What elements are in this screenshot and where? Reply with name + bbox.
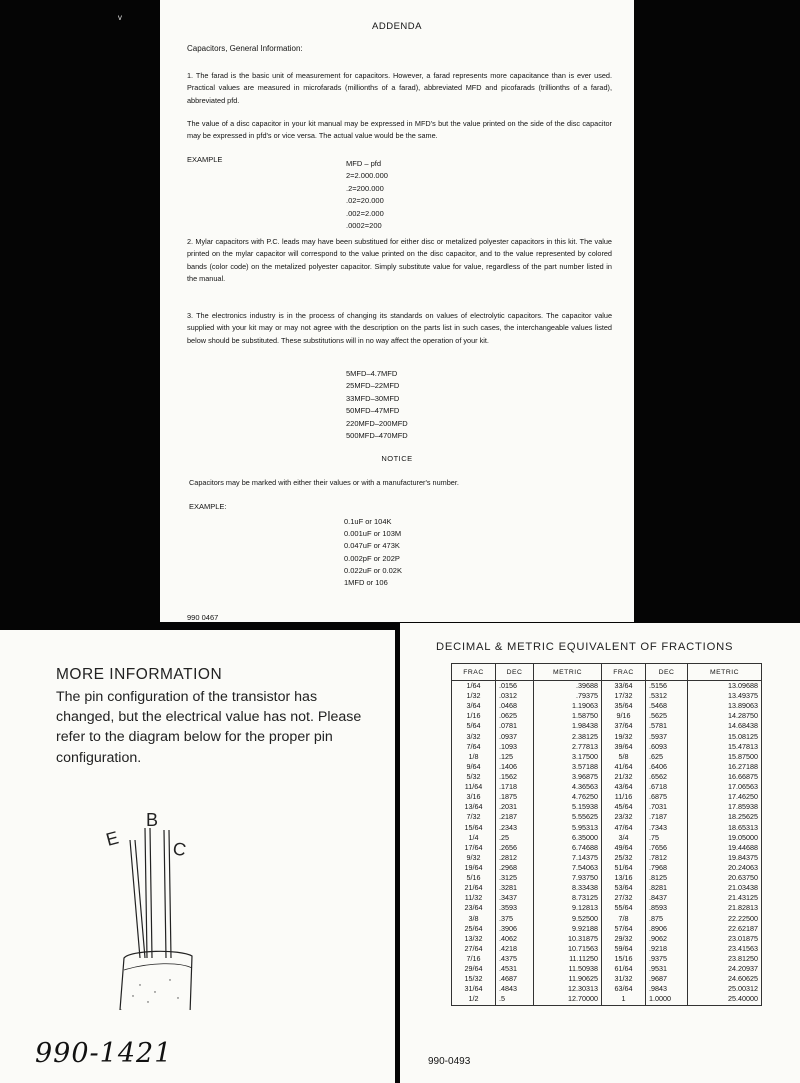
metric-cell: 18.25625 <box>688 812 762 822</box>
metric-cell: 20.63750 <box>688 873 762 883</box>
transistor-diagram <box>100 810 240 1010</box>
dec-cell: .7187 <box>646 812 688 822</box>
dec-cell: .0781 <box>496 721 534 731</box>
frac-cell: 51/64 <box>602 863 646 873</box>
frac-cell: 45/64 <box>602 802 646 812</box>
metric-cell: 8.33438 <box>534 883 602 893</box>
table-row <box>452 742 762 752</box>
frac-cell: 55/64 <box>602 903 646 913</box>
metric-cell: 19.44688 <box>688 843 762 853</box>
table-row <box>452 711 762 721</box>
dec-cell: .9531 <box>646 964 688 974</box>
frac-cell: 1/32 <box>452 691 496 701</box>
frac-cell: 63/64 <box>602 984 646 994</box>
metric-cell: 2.38125 <box>534 732 602 742</box>
dec-cell: .8906 <box>646 924 688 934</box>
fraction-table-sheet <box>400 623 800 1083</box>
marking-example: 0.022uF or 0.02K <box>344 565 402 575</box>
frac-cell: 39/64 <box>602 742 646 752</box>
dec-cell: .9062 <box>646 934 688 944</box>
dec-cell: .9375 <box>646 954 688 964</box>
header-metric: METRIC <box>688 664 762 681</box>
marking-example: 0.001uF or 103M <box>344 529 402 539</box>
notice-title: NOTICE <box>381 454 413 463</box>
table-row <box>452 853 762 863</box>
dec-cell: .125 <box>496 752 534 762</box>
frac-cell: 25/64 <box>452 924 496 934</box>
dec-cell: .9843 <box>646 984 688 994</box>
dec-cell: .625 <box>646 752 688 762</box>
table-header-row <box>452 664 762 681</box>
dec-cell: .4375 <box>496 954 534 964</box>
dec-cell: .5312 <box>646 691 688 701</box>
metric-cell: 21.82813 <box>688 903 762 913</box>
frac-cell: 5/64 <box>452 721 496 731</box>
metric-cell: 23.01875 <box>688 934 762 944</box>
header-dec: DEC <box>646 664 688 681</box>
table-row <box>452 691 762 701</box>
example-value: 2=2.000.000 <box>346 171 388 181</box>
header-frac: FRAC <box>602 664 646 681</box>
metric-cell: 1.98438 <box>534 721 602 731</box>
metric-cell: 10.71563 <box>534 944 602 954</box>
dec-cell: .1718 <box>496 782 534 792</box>
metric-cell: 19.84375 <box>688 853 762 863</box>
metric-cell: 16.66875 <box>688 772 762 782</box>
example-value: MFD – pfd <box>346 159 382 168</box>
dec-cell: .2968 <box>496 863 534 873</box>
frac-cell: 3/4 <box>602 833 646 843</box>
dec-cell: .5 <box>496 994 534 1005</box>
marking-example: 0.047uF or 473K <box>344 541 400 551</box>
metric-cell: 5.15938 <box>534 802 602 812</box>
frac-cell: 43/64 <box>602 782 646 792</box>
table-row <box>452 732 762 742</box>
metric-cell: 9.12813 <box>534 903 602 913</box>
dec-cell: .6718 <box>646 782 688 792</box>
metric-cell: 11.50938 <box>534 964 602 974</box>
frac-cell: 3/8 <box>452 914 496 924</box>
dec-cell: .3906 <box>496 924 534 934</box>
table-row <box>452 863 762 873</box>
dec-cell: .2343 <box>496 823 534 833</box>
frac-cell: 7/32 <box>452 812 496 822</box>
metric-cell: 17.06563 <box>688 782 762 792</box>
substitution-item: 5MFD–4.7MFD <box>346 369 398 378</box>
metric-cell: 9.92188 <box>534 924 602 934</box>
metric-cell: .39688 <box>534 681 602 692</box>
dec-cell: .375 <box>496 914 534 924</box>
frac-cell: 21/32 <box>602 772 646 782</box>
metric-cell: 11.11250 <box>534 954 602 964</box>
farad-paragraph: 1. The farad is the basic unit of measurement for capacitors. However, a farad represents more capacitance than is ever used. Practical values are measured in microfarads (millionths of a farad), abbreviated MFD and picofarads (trillionths of a farad), abbreviated pfd. <box>187 71 612 105</box>
dec-cell: .2812 <box>496 853 534 863</box>
dec-cell: .0937 <box>496 732 534 742</box>
metric-cell: 13.89063 <box>688 701 762 711</box>
dec-cell: .5156 <box>646 681 688 692</box>
example-value: .2=200.000 <box>346 183 384 193</box>
dec-cell: .1406 <box>496 762 534 772</box>
metric-cell: 18.65313 <box>688 823 762 833</box>
frac-cell: 3/64 <box>452 701 496 711</box>
dec-cell: .8593 <box>646 903 688 913</box>
metric-cell: 3.57188 <box>534 762 602 772</box>
frac-cell: 33/64 <box>602 681 646 692</box>
example-value: .02=20.000 <box>346 196 384 206</box>
frac-cell: 31/32 <box>602 974 646 984</box>
metric-cell: 24.60625 <box>688 974 762 984</box>
dec-cell: .75 <box>646 833 688 843</box>
metric-cell: 17.85938 <box>688 802 762 812</box>
metric-cell: 23.81250 <box>688 954 762 964</box>
frac-cell: 9/32 <box>452 853 496 863</box>
dec-cell: .3593 <box>496 903 534 913</box>
metric-cell: 6.35000 <box>534 833 602 843</box>
table-row <box>452 802 762 812</box>
frac-cell: 21/64 <box>452 883 496 893</box>
dec-cell: .2656 <box>496 843 534 853</box>
transistor-body <box>120 951 192 1010</box>
metric-cell: 8.73125 <box>534 893 602 903</box>
metric-cell: 15.87500 <box>688 752 762 762</box>
dec-cell: .6093 <box>646 742 688 752</box>
dec-cell: .7656 <box>646 843 688 853</box>
frac-cell: 13/16 <box>602 873 646 883</box>
metric-cell: 3.96875 <box>534 772 602 782</box>
dec-cell: .0468 <box>496 701 534 711</box>
dec-cell: .8437 <box>646 893 688 903</box>
table-row <box>452 914 762 924</box>
dec-cell: .4218 <box>496 944 534 954</box>
metric-cell: 4.36563 <box>534 782 602 792</box>
metric-cell: 25.00312 <box>688 984 762 994</box>
more-info-sheet <box>0 630 395 1083</box>
table-row <box>452 681 762 692</box>
frac-cell: 7/8 <box>602 914 646 924</box>
frac-cell: 15/16 <box>602 954 646 964</box>
substitution-item: 33MFD–30MFD <box>346 393 400 403</box>
substitution-item: 50MFD–47MFD <box>346 406 400 416</box>
frac-cell: 29/32 <box>602 934 646 944</box>
substitution-list <box>346 368 408 442</box>
frac-cell: 47/64 <box>602 823 646 833</box>
dec-cell: .6406 <box>646 762 688 772</box>
frac-cell: 7/16 <box>452 954 496 964</box>
pin-label-c: C <box>171 838 188 861</box>
addenda-doc-number: 990 0467 <box>187 613 219 622</box>
table-body <box>452 681 762 1006</box>
dec-cell: .4687 <box>496 974 534 984</box>
example-label-2: EXAMPLE: <box>189 502 227 511</box>
emitter-lead <box>130 840 145 958</box>
frac-cell: 35/64 <box>602 701 646 711</box>
frac-cell: 5/32 <box>452 772 496 782</box>
marking-examples-list <box>344 516 402 589</box>
dec-cell: .4843 <box>496 984 534 994</box>
metric-cell: 5.95313 <box>534 823 602 833</box>
frac-cell: 61/64 <box>602 964 646 974</box>
table-title: DECIMAL & METRIC EQUIVALENT OF FRACTIONS <box>436 641 734 653</box>
metric-cell: 7.93750 <box>534 873 602 883</box>
frac-cell: 1/16 <box>452 711 496 721</box>
frac-cell: 13/64 <box>452 802 496 812</box>
metric-cell: 17.46250 <box>688 792 762 802</box>
dec-cell: .0312 <box>496 691 534 701</box>
addenda-sheet <box>118 0 634 622</box>
frac-cell: 17/32 <box>602 691 646 701</box>
table-row <box>452 721 762 731</box>
mylar-capacitor-paragraph: 2. Mylar capacitors with P.C. leads may have been substitued for either disc or metalized polyester capacitors in this kit. The value printed on the mylar capacitor will correspond to the value printed on the disc capacitor, and to the value represented by colored bands (color code) on the metalized polyester capacitor. Simply substitute value for value, regardless of the part number listed in the manual. <box>187 237 612 283</box>
metric-cell: 11.90625 <box>534 974 602 984</box>
more-info-body: The pin configuration of the transistor has changed, but the electrical value has not. Please refer to the diagram below for the proper pin configuration. <box>56 689 362 766</box>
metric-cell: 10.31875 <box>534 934 602 944</box>
example-label: EXAMPLE <box>187 155 223 164</box>
table-doc-number: 990-0493 <box>428 1056 471 1067</box>
electrolytic-paragraph: 3. The electronics industry is in the process of changing its standards on values of electrolytic capacitors. The capacitor value supplied with your kit may or may not agree with the description on the parts list in such cases, the interchangeable values listed below should be substituted. These substitutions will in no way affect the operation of your kit. <box>187 311 612 345</box>
table-row <box>452 843 762 853</box>
metric-cell: 14.28750 <box>688 711 762 721</box>
dec-cell: .9687 <box>646 974 688 984</box>
substitution-item: 220MFD–200MFD <box>346 418 408 428</box>
frac-cell: 13/32 <box>452 934 496 944</box>
table-row <box>452 893 762 903</box>
dec-cell: .1562 <box>496 772 534 782</box>
frac-cell: 37/64 <box>602 721 646 731</box>
metric-cell: 13.49375 <box>688 691 762 701</box>
metric-cell: 15.08125 <box>688 732 762 742</box>
table-row <box>452 944 762 954</box>
table-row <box>452 954 762 964</box>
dec-cell: .25 <box>496 833 534 843</box>
dec-cell: .4062 <box>496 934 534 944</box>
frac-cell: 9/16 <box>602 711 646 721</box>
table-row <box>452 883 762 893</box>
frac-cell: 1/8 <box>452 752 496 762</box>
frac-cell: 23/32 <box>602 812 646 822</box>
frac-cell: 53/64 <box>602 883 646 893</box>
frac-cell: 19/32 <box>602 732 646 742</box>
frac-cell: 11/64 <box>452 782 496 792</box>
metric-cell: 25.40000 <box>688 994 762 1005</box>
dec-cell: 1.0000 <box>646 994 688 1005</box>
metric-cell: .79375 <box>534 691 602 701</box>
base-lead <box>145 828 152 958</box>
metric-cell: 9.52500 <box>534 914 602 924</box>
metric-cell: 6.74688 <box>534 843 602 853</box>
table-row <box>452 752 762 762</box>
metric-cell: 22.62187 <box>688 924 762 934</box>
table-row <box>452 873 762 883</box>
frac-cell: 9/64 <box>452 762 496 772</box>
dec-cell: .8281 <box>646 883 688 893</box>
handwritten-number: 990-1421 <box>35 1038 173 1069</box>
table-row <box>452 974 762 984</box>
dec-cell: .9218 <box>646 944 688 954</box>
example-value: .0002=200 <box>346 220 382 230</box>
marking-example: 0.002pF or 202P <box>344 553 400 563</box>
dec-cell: .8125 <box>646 873 688 883</box>
conversion-table <box>451 663 762 1006</box>
frac-cell: 15/64 <box>452 823 496 833</box>
metric-cell: 14.68438 <box>688 721 762 731</box>
dec-cell: .5781 <box>646 721 688 731</box>
dec-cell: .875 <box>646 914 688 924</box>
dec-cell: .3125 <box>496 873 534 883</box>
frac-cell: 19/64 <box>452 863 496 873</box>
frac-cell: 31/64 <box>452 984 496 994</box>
frac-cell: 1/4 <box>452 833 496 843</box>
frac-cell: 41/64 <box>602 762 646 772</box>
metric-cell: 21.03438 <box>688 883 762 893</box>
dec-cell: .0625 <box>496 711 534 721</box>
collector-lead <box>164 830 171 958</box>
table-row <box>452 792 762 802</box>
dec-cell: .2187 <box>496 812 534 822</box>
frac-cell: 57/64 <box>602 924 646 934</box>
notice-text: Capacitors may be marked with either their values or with a manufacturer's number. <box>189 478 459 487</box>
metric-cell: 4.76250 <box>534 792 602 802</box>
more-info-title: MORE INFORMATION <box>56 666 223 683</box>
frac-cell: 1 <box>602 994 646 1005</box>
table-row <box>452 772 762 782</box>
frac-cell: 15/32 <box>452 974 496 984</box>
frac-cell: 1/64 <box>452 681 496 692</box>
dec-cell: .5468 <box>646 701 688 711</box>
metric-cell: 16.27188 <box>688 762 762 772</box>
disc-capacitor-paragraph: The value of a disc capacitor in your kit manual may be expressed in MFD's but the value printed on the side of the disc capacitor may be expressed in pfd's or vice versa. The actual value would be the same. <box>187 119 612 141</box>
addenda-title: ADDENDA <box>372 21 422 32</box>
substitution-item: 500MFD–470MFD <box>346 430 408 440</box>
frac-cell: 1/2 <box>452 994 496 1005</box>
table-row <box>452 782 762 792</box>
dec-cell: .3437 <box>496 893 534 903</box>
metric-cell: 23.41563 <box>688 944 762 954</box>
table-row <box>452 812 762 822</box>
frac-cell: 23/64 <box>452 903 496 913</box>
table-row <box>452 833 762 843</box>
frac-cell: 49/64 <box>602 843 646 853</box>
frac-cell: 27/32 <box>602 893 646 903</box>
frac-cell: 3/32 <box>452 732 496 742</box>
dec-cell: .5625 <box>646 711 688 721</box>
dec-cell: .7031 <box>646 802 688 812</box>
table-row <box>452 994 762 1005</box>
header-metric: METRIC <box>534 664 602 681</box>
metric-cell: 20.24063 <box>688 863 762 873</box>
metric-cell: 24.20937 <box>688 964 762 974</box>
table-row <box>452 924 762 934</box>
addenda-heading: Capacitors, General Information: <box>187 44 303 53</box>
table-row <box>452 762 762 772</box>
frac-cell: 29/64 <box>452 964 496 974</box>
substitution-item: 25MFD–22MFD <box>346 381 400 391</box>
metric-cell: 22.22500 <box>688 914 762 924</box>
metric-cell: 1.19063 <box>534 701 602 711</box>
example-value: .002=2.000 <box>346 208 384 218</box>
metric-cell: 13.09688 <box>688 681 762 692</box>
metric-cell: 3.17500 <box>534 752 602 762</box>
frac-cell: 27/64 <box>452 944 496 954</box>
frac-cell: 5/16 <box>452 873 496 883</box>
frac-cell: 11/32 <box>452 893 496 903</box>
pin-label-e: E <box>103 827 121 850</box>
table-row <box>452 903 762 913</box>
dec-cell: .7812 <box>646 853 688 863</box>
frac-cell: 11/16 <box>602 792 646 802</box>
table-row <box>452 934 762 944</box>
frac-cell: 3/16 <box>452 792 496 802</box>
dec-cell: .4531 <box>496 964 534 974</box>
header-frac: FRAC <box>452 664 496 681</box>
metric-cell: 19.05000 <box>688 833 762 843</box>
metric-cell: 21.43125 <box>688 893 762 903</box>
metric-cell: 2.77813 <box>534 742 602 752</box>
dec-cell: .6562 <box>646 772 688 782</box>
dec-cell: .5937 <box>646 732 688 742</box>
dec-cell: .7343 <box>646 823 688 833</box>
frac-cell: 17/64 <box>452 843 496 853</box>
frac-cell: 25/32 <box>602 853 646 863</box>
dec-cell: .2031 <box>496 802 534 812</box>
metric-cell: 15.47813 <box>688 742 762 752</box>
dec-cell: .1875 <box>496 792 534 802</box>
header-dec: DEC <box>496 664 534 681</box>
table-row <box>452 984 762 994</box>
dec-cell: .3281 <box>496 883 534 893</box>
dec-cell: .6875 <box>646 792 688 802</box>
marking-example: 0.1uF or 104K <box>344 517 392 526</box>
table-row <box>452 964 762 974</box>
metric-cell: 5.55625 <box>534 812 602 822</box>
dec-cell: .7968 <box>646 863 688 873</box>
metric-cell: 1.58750 <box>534 711 602 721</box>
metric-cell: 7.14375 <box>534 853 602 863</box>
marking-example: 1MFD or 106 <box>344 577 388 587</box>
corner-mark: ᵛ <box>118 12 122 26</box>
example-values-list <box>346 158 388 232</box>
metric-cell: 12.70000 <box>534 994 602 1005</box>
metric-cell: 7.54063 <box>534 863 602 873</box>
frac-cell: 59/64 <box>602 944 646 954</box>
frac-cell: 7/64 <box>452 742 496 752</box>
table-row <box>452 823 762 833</box>
dec-cell: .0156 <box>496 681 534 692</box>
metric-cell: 12.30313 <box>534 984 602 994</box>
pin-label-b: B <box>146 810 159 830</box>
frac-cell: 5/8 <box>602 752 646 762</box>
dec-cell: .1093 <box>496 742 534 752</box>
table-row <box>452 701 762 711</box>
